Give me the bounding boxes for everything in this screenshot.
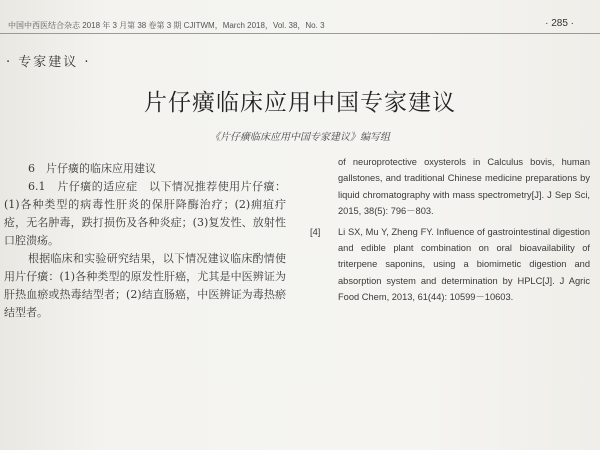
reference-4-text: Li SX, Mu Y, Zheng FY. Influence of gastrointestinal digestion and edible plant combination on oral bioavailability of triterpene saponins, using a biomimetic digestion and absorption system and determination by HPLC[J]. J Agric Food Chem, 2013, 61(44): 10599－10603. (338, 226, 590, 303)
references-column (310, 154, 590, 310)
section-tag: · 专家建议 · (6, 55, 91, 70)
paragraph-6-1: 6.1 片仔癀的适应症 以下情况推荐使用片仔癀：(1)各种类型的病毒性肝炎的保肝降酶治疗；(2)痈疽疔疮，无名肿毒，跌打损伤及各种炎症；(3)复发性、放射性口腔溃疡。 (4, 180, 286, 247)
reference-4-number: [4] (310, 226, 321, 237)
header-divider (0, 33, 600, 34)
page-number: · 285 · (545, 18, 574, 29)
reference-4 (310, 224, 590, 306)
reference-3-continued: of neuroprotective oxysterols in Calculus bovis, human gallstones, and traditional Chinese medicine preparations by liquid chromatography with mass spectrometry[J]. J Sep Sci, 2015, 38(5): 796－803. (338, 157, 590, 217)
paragraph-clinical-use: 根据临床和实验研究结果，以下情况建议临床酌情使用片仔癀：(1)各种类型的原发性肝癌，尤其是中医辨证为肝热血瘀或热毒结型者；(2)结直肠癌，中医辨证为毒热瘀结型者。 (4, 252, 286, 319)
section-heading-6: 6 片仔癀的临床应用建议 (28, 162, 156, 175)
article-title: 片仔癀临床应用中国专家建议 (144, 90, 456, 116)
running-header: 中国中西医结合杂志 2018 年 3 月第 38 卷第 3 期 CJITWM，March 2018，Vol. 38，No. 3 (8, 21, 325, 30)
authors-line: 《片仔癀临床应用中国专家建议》编写组 (210, 132, 390, 143)
left-column (4, 160, 286, 322)
